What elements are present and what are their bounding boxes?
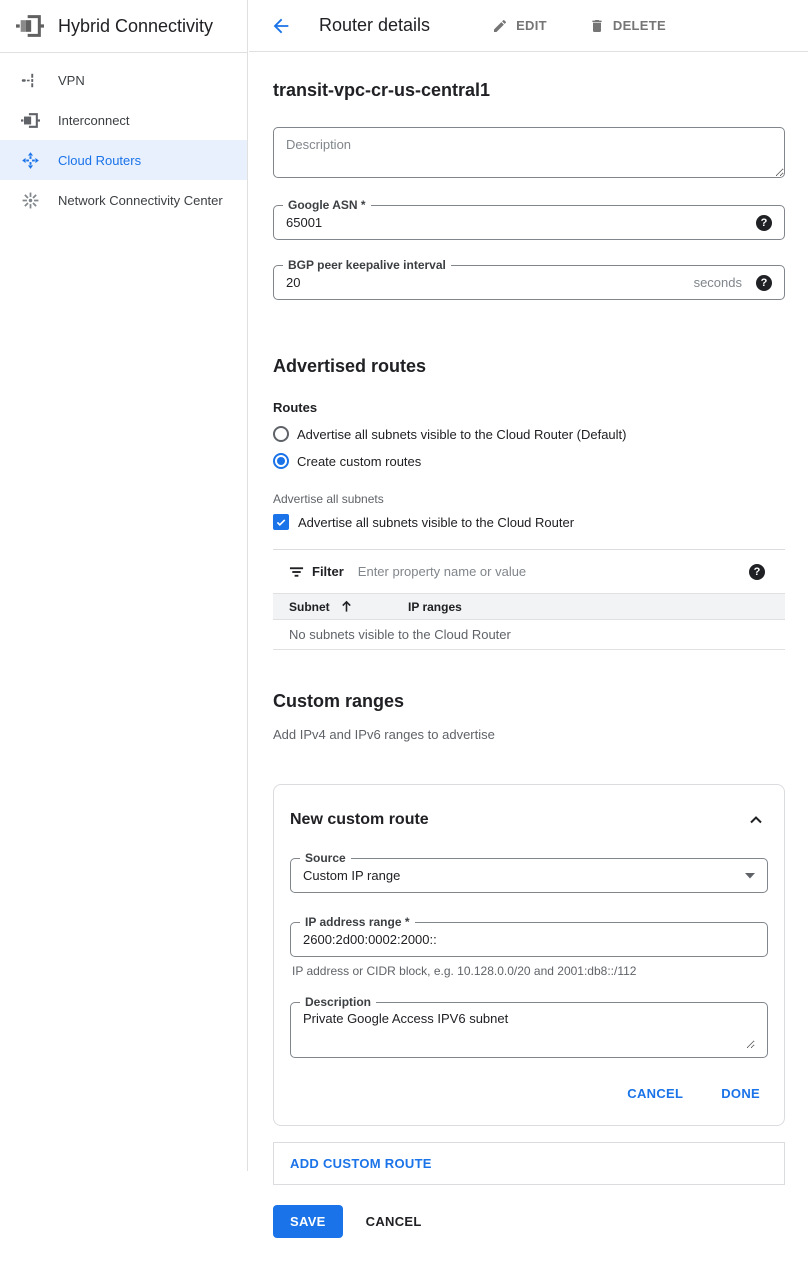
sidebar-title: Hybrid Connectivity (58, 15, 214, 36)
filter-label: Filter (312, 564, 344, 579)
trash-icon (589, 18, 605, 34)
radio-label: Create custom routes (297, 453, 422, 469)
advertise-all-checkbox[interactable] (273, 514, 289, 530)
sidebar-item-vpn[interactable] (0, 60, 247, 100)
routes-label: Routes (273, 400, 318, 415)
back-button[interactable] (269, 14, 293, 38)
card-cancel-button[interactable]: CANCEL (627, 1086, 684, 1101)
filter-icon (289, 565, 304, 579)
router-description-input[interactable] (273, 127, 785, 178)
new-custom-route-card (273, 784, 785, 1126)
google-asn-label: Google ASN * (283, 198, 371, 212)
advertise-all-subnets-row (273, 514, 785, 530)
ip-range-input[interactable] (303, 932, 755, 947)
chevron-down-icon (745, 873, 755, 879)
chevron-up-icon[interactable] (744, 808, 768, 832)
topbar (249, 0, 808, 52)
delete-button[interactable] (589, 18, 666, 34)
sidebar-item-cloud-routers[interactable] (0, 140, 247, 180)
bgp-keepalive-input[interactable] (286, 275, 694, 290)
radio-create-custom-routes[interactable] (273, 453, 785, 469)
radio-advertise-all-default[interactable] (273, 426, 785, 442)
sidebar-item-label: Cloud Routers (58, 152, 142, 168)
page-header-title: Router details (319, 15, 431, 35)
save-button[interactable]: SAVE (273, 1205, 343, 1238)
custom-ranges-heading: Custom ranges (273, 691, 405, 711)
ip-range-field (290, 915, 768, 957)
help-icon[interactable]: ? (756, 275, 772, 291)
help-icon[interactable]: ? (756, 215, 772, 231)
edit-button[interactable] (492, 18, 547, 34)
ip-range-helper: IP address or CIDR block, e.g. 10.128.0.0/20 and 2001:db8::/112 (292, 964, 637, 978)
sidebar-item-label: Network Connectivity Center (58, 192, 223, 208)
delete-label: DELETE (612, 18, 666, 33)
vpn-icon (18, 68, 42, 92)
sidebar-item-network-connectivity-center[interactable] (0, 180, 247, 220)
interconnect-icon (18, 108, 42, 132)
bgp-keepalive-field (273, 258, 785, 300)
source-label: Source (300, 851, 351, 865)
sort-ascending-icon (340, 600, 353, 613)
router-name-title: transit-vpc-cr-us-central1 (273, 80, 491, 100)
column-header-ip-ranges[interactable]: IP ranges (408, 599, 462, 614)
card-title: New custom route (290, 811, 429, 828)
sidebar-nav (0, 53, 247, 220)
advertised-routes-heading: Advertised routes (273, 356, 427, 376)
cancel-button[interactable]: CANCEL (365, 1214, 422, 1229)
source-select[interactable] (290, 851, 768, 893)
pencil-icon (492, 18, 508, 34)
bgp-keepalive-suffix: seconds (693, 275, 742, 290)
subnet-table-header (273, 593, 785, 620)
sidebar-item-label: Interconnect (58, 112, 130, 128)
hybrid-connectivity-icon (16, 12, 44, 40)
radio-icon[interactable] (273, 426, 289, 442)
advertise-all-checkbox-label: Advertise all subnets visible to the Cloud Router (298, 514, 575, 530)
google-asn-field (273, 198, 785, 240)
sidebar-item-interconnect[interactable] (0, 100, 247, 140)
column-header-subnet[interactable]: Subnet (273, 600, 408, 614)
ip-range-label: IP address range * (300, 915, 415, 929)
google-asn-input[interactable] (286, 215, 756, 230)
radio-label: Advertise all subnets visible to the Cloud Router (Default) (297, 426, 627, 442)
custom-ranges-subtext: Add IPv4 and IPv6 ranges to advertise (273, 727, 495, 742)
route-description-field (290, 995, 768, 1058)
sidebar-header (0, 0, 247, 53)
card-done-button[interactable]: DONE (721, 1086, 760, 1101)
route-description-label: Description (300, 995, 376, 1009)
source-value: Custom IP range (303, 868, 401, 883)
edit-label: EDIT (516, 18, 547, 33)
sidebar (0, 0, 248, 1171)
filter-bar (273, 550, 785, 593)
filter-input[interactable] (358, 564, 749, 579)
bgp-keepalive-label: BGP peer keepalive interval (283, 258, 451, 272)
main-content (249, 52, 808, 1268)
sidebar-item-label: VPN (58, 72, 85, 88)
subnet-table-empty-row: No subnets visible to the Cloud Router (273, 620, 785, 650)
radio-icon-selected[interactable] (273, 453, 289, 469)
advertise-all-subnets-label: Advertise all subnets (273, 492, 384, 506)
add-custom-route-button[interactable]: ADD CUSTOM ROUTE (273, 1142, 785, 1185)
cloud-routers-icon (18, 148, 42, 172)
network-connectivity-center-icon (18, 188, 42, 212)
route-description-input[interactable] (303, 1011, 755, 1049)
help-icon[interactable]: ? (749, 564, 765, 580)
